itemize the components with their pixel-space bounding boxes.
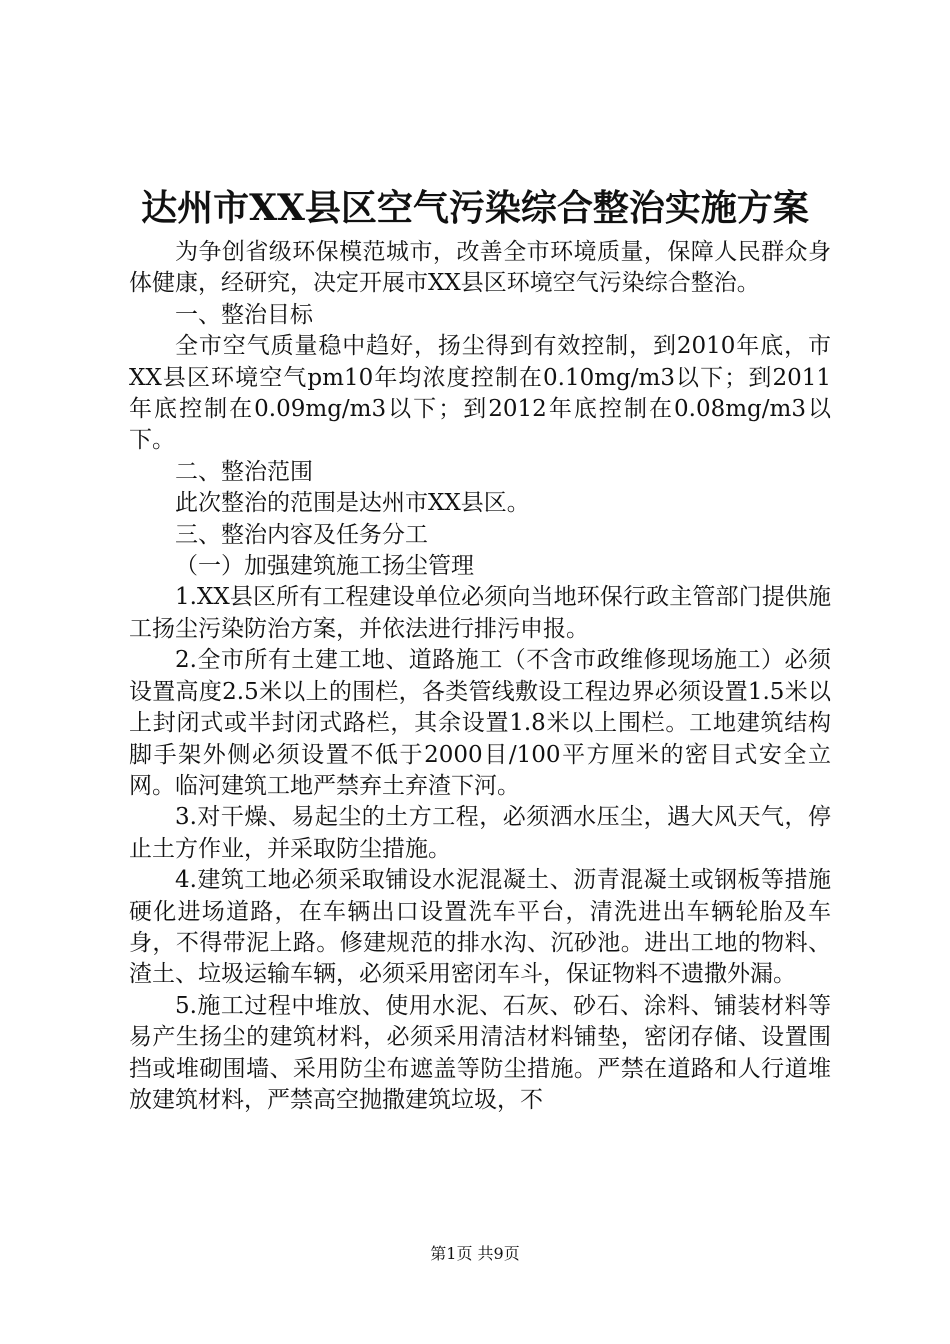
subsection-heading-construction: （一）加强建筑施工扬尘管理 [175, 553, 474, 580]
list-item: 5.施工过程中堆放、使用水泥、石灰、砂石、涂料、铺装材料等易产生扬尘的建筑材料，必须采用清洁材料铺垫，密闭存储、设置围挡或堆砌围墙、采用防尘布遮盖等防尘措施。严禁在道路和人行道堆放建筑材料，严禁高空抛撒建筑垃圾，不 [129, 992, 831, 1113]
paragraph-goals: 全市空气质量稳中趋好，扬尘得到有效控制，到2010年底，市XX县区环境空气pm10年均浓度控制在0.10mg/m3以下；到2011年底控制在0.09mg/m3以下；到2012年底控制在0.08mg/m3以下。 [129, 333, 831, 454]
list-item: 1.XX县区所有工程建设单位必须向当地环保行政主管部门提供施工扬尘污染防治方案，并依法进行排污申报。 [129, 584, 831, 642]
page-number: 第1页 共9页 [430, 1244, 520, 1263]
section-heading-scope: 二、整治范围 [175, 458, 313, 485]
list-item: 3.对干燥、易起尘的土方工程，必须洒水压尘，遇大风天气，停止土方作业，并采取防尘措施。 [129, 804, 831, 862]
paragraph-intro: 为争创省级环保模范城市，改善全市环境质量，保障人民群众身体健康，经研究，决定开展市XX县区环境空气污染综合整治。 [129, 239, 831, 297]
section-heading-goals: 一、整治目标 [175, 301, 313, 328]
section-heading-tasks: 三、整治内容及任务分工 [175, 521, 428, 548]
list-item: 2.全市所有土建工地、道路施工（不含市政维修现场施工）必须设置高度2.5米以上的围栏，各类管线敷设工程边界必须设置1.5米以上封闭式或半封闭式路栏，其余设置1.8米以上围栏。工地建筑结构脚手架外侧必须设置不低于2000目/100平方厘米的密目式安全立网。临河建筑工地严禁弃土弃渣下河。 [129, 647, 831, 799]
document-body [129, 237, 831, 1116]
document-title: 达州市XX县区空气污染综合整治实施方案 [141, 187, 809, 229]
list-item: 4.建筑工地必须采取铺设水泥混凝土、沥青混凝土或钢板等措施硬化进场道路，在车辆出口设置洗车平台，清洗进出车辆轮胎及车身，不得带泥上路。修建规范的排水沟、沉砂池。进出工地的物料、渣土、垃圾运输车辆，必须采用密闭车斗，保证物料不遗撒外漏。 [129, 867, 831, 988]
paragraph-scope: 此次整治的范围是达州市XX县区。 [175, 490, 530, 517]
